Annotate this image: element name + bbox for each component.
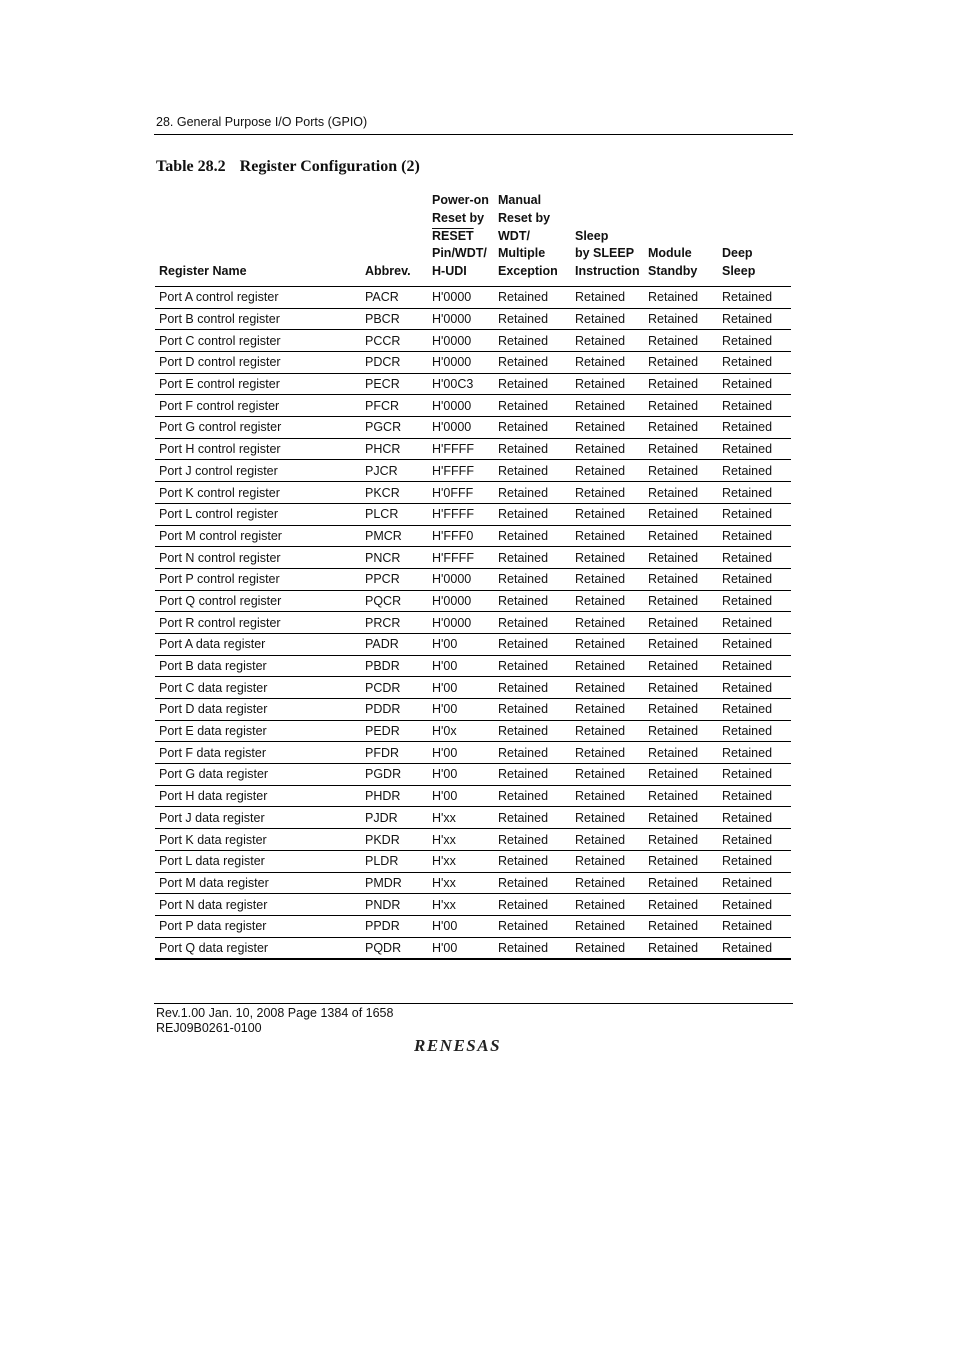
cell-sleep: Retained (571, 720, 644, 742)
cell-power-on-reset: H'xx (428, 872, 494, 894)
cell-power-on-reset: H'00 (428, 677, 494, 699)
cell-abbrev: PNDR (361, 894, 428, 916)
cell-register-name: Port E control register (155, 373, 361, 395)
cell-power-on-reset: H'FFF0 (428, 525, 494, 547)
cell-sleep: Retained (571, 286, 644, 308)
cell-deep-sleep: Retained (718, 894, 791, 916)
cell-power-on-reset: H'0000 (428, 417, 494, 439)
cell-module-standby: Retained (644, 937, 718, 959)
cell-manual-reset: Retained (494, 655, 571, 677)
cell-module-standby: Retained (644, 807, 718, 829)
cell-sleep: Retained (571, 612, 644, 634)
header-rule (154, 134, 793, 135)
cell-register-name: Port N control register (155, 547, 361, 569)
cell-register-name: Port H control register (155, 438, 361, 460)
table-row (155, 568, 791, 590)
cell-sleep: Retained (571, 590, 644, 612)
table-row (155, 720, 791, 742)
cell-power-on-reset: H'FFFF (428, 438, 494, 460)
cell-sleep: Retained (571, 330, 644, 352)
cell-deep-sleep: Retained (718, 742, 791, 764)
cell-manual-reset: Retained (494, 308, 571, 330)
cell-register-name: Port J data register (155, 807, 361, 829)
cell-register-name: Port A data register (155, 633, 361, 655)
cell-module-standby: Retained (644, 568, 718, 590)
cell-deep-sleep: Retained (718, 352, 791, 374)
cell-sleep: Retained (571, 633, 644, 655)
cell-manual-reset: Retained (494, 373, 571, 395)
cell-sleep: Retained (571, 655, 644, 677)
cell-manual-reset: Retained (494, 525, 571, 547)
cell-abbrev: PPCR (361, 568, 428, 590)
cell-deep-sleep: Retained (718, 937, 791, 959)
cell-sleep: Retained (571, 482, 644, 504)
cell-sleep: Retained (571, 807, 644, 829)
cell-module-standby: Retained (644, 894, 718, 916)
table-row (155, 395, 791, 417)
cell-abbrev: PEDR (361, 720, 428, 742)
register-table (155, 192, 791, 960)
cell-manual-reset: Retained (494, 395, 571, 417)
cell-abbrev: PCDR (361, 677, 428, 699)
table-row (155, 894, 791, 916)
cell-power-on-reset: H'xx (428, 807, 494, 829)
cell-register-name: Port K data register (155, 829, 361, 851)
cell-manual-reset: Retained (494, 417, 571, 439)
col-deep-sleep: Deep Sleep (718, 192, 791, 286)
table-caption (156, 158, 420, 176)
cell-register-name: Port B data register (155, 655, 361, 677)
cell-power-on-reset: H'0000 (428, 568, 494, 590)
cell-deep-sleep: Retained (718, 807, 791, 829)
table-body (155, 286, 791, 959)
cell-power-on-reset: H'00 (428, 655, 494, 677)
cell-sleep: Retained (571, 699, 644, 721)
table-row (155, 937, 791, 959)
cell-sleep: Retained (571, 417, 644, 439)
table-row (155, 655, 791, 677)
cell-sleep: Retained (571, 894, 644, 916)
cell-deep-sleep: Retained (718, 460, 791, 482)
table-row (155, 352, 791, 374)
cell-manual-reset: Retained (494, 503, 571, 525)
cell-manual-reset: Retained (494, 915, 571, 937)
cell-abbrev: PKDR (361, 829, 428, 851)
table-row (155, 915, 791, 937)
cell-manual-reset: Retained (494, 330, 571, 352)
cell-abbrev: PHDR (361, 785, 428, 807)
cell-module-standby: Retained (644, 352, 718, 374)
cell-sleep: Retained (571, 677, 644, 699)
table-row (155, 850, 791, 872)
cell-module-standby: Retained (644, 482, 718, 504)
cell-sleep: Retained (571, 352, 644, 374)
cell-power-on-reset: H'00 (428, 699, 494, 721)
cell-deep-sleep: Retained (718, 915, 791, 937)
cell-manual-reset: Retained (494, 699, 571, 721)
table-row (155, 785, 791, 807)
cell-register-name: Port P data register (155, 915, 361, 937)
cell-deep-sleep: Retained (718, 720, 791, 742)
cell-power-on-reset: H'0000 (428, 612, 494, 634)
col-power-on-reset: Power-on Reset by RESET Pin/WDT/ H-UDI (428, 192, 494, 286)
cell-sleep: Retained (571, 742, 644, 764)
cell-module-standby: Retained (644, 872, 718, 894)
cell-module-standby: Retained (644, 764, 718, 786)
cell-power-on-reset: H'0000 (428, 330, 494, 352)
cell-sleep: Retained (571, 525, 644, 547)
table-row (155, 829, 791, 851)
table-row (155, 525, 791, 547)
cell-deep-sleep: Retained (718, 764, 791, 786)
running-header: 28. General Purpose I/O Ports (GPIO) (156, 115, 368, 129)
cell-power-on-reset: H'FFFF (428, 460, 494, 482)
cell-deep-sleep: Retained (718, 308, 791, 330)
cell-abbrev: PQCR (361, 590, 428, 612)
cell-deep-sleep: Retained (718, 503, 791, 525)
cell-register-name: Port M data register (155, 872, 361, 894)
cell-abbrev: PMCR (361, 525, 428, 547)
cell-sleep: Retained (571, 460, 644, 482)
cell-module-standby: Retained (644, 850, 718, 872)
cell-abbrev: PCCR (361, 330, 428, 352)
cell-deep-sleep: Retained (718, 872, 791, 894)
cell-sleep: Retained (571, 785, 644, 807)
cell-abbrev: PDDR (361, 699, 428, 721)
cell-abbrev: PJDR (361, 807, 428, 829)
cell-power-on-reset: H'0000 (428, 308, 494, 330)
cell-manual-reset: Retained (494, 785, 571, 807)
cell-register-name: Port C control register (155, 330, 361, 352)
table-row (155, 872, 791, 894)
cell-manual-reset: Retained (494, 720, 571, 742)
document-number: REJ09B0261-0100 (156, 1021, 262, 1035)
cell-manual-reset: Retained (494, 460, 571, 482)
cell-power-on-reset: H'00 (428, 742, 494, 764)
cell-deep-sleep: Retained (718, 438, 791, 460)
cell-abbrev: PKCR (361, 482, 428, 504)
cell-register-name: Port L data register (155, 850, 361, 872)
cell-register-name: Port A control register (155, 286, 361, 308)
cell-module-standby: Retained (644, 720, 718, 742)
cell-power-on-reset: H'xx (428, 850, 494, 872)
cell-deep-sleep: Retained (718, 286, 791, 308)
cell-module-standby: Retained (644, 308, 718, 330)
cell-register-name: Port Q control register (155, 590, 361, 612)
cell-abbrev: PLCR (361, 503, 428, 525)
cell-deep-sleep: Retained (718, 482, 791, 504)
cell-manual-reset: Retained (494, 872, 571, 894)
col-register-name: Register Name (155, 192, 361, 286)
cell-abbrev: PMDR (361, 872, 428, 894)
col-module-standby: Module Standby (644, 192, 718, 286)
table-row (155, 438, 791, 460)
table-row (155, 308, 791, 330)
cell-abbrev: PDCR (361, 352, 428, 374)
table-row (155, 677, 791, 699)
cell-abbrev: PFDR (361, 742, 428, 764)
cell-abbrev: PHCR (361, 438, 428, 460)
col-manual-reset: Manual Reset by WDT/ Multiple Exception (494, 192, 571, 286)
cell-abbrev: PNCR (361, 547, 428, 569)
cell-deep-sleep: Retained (718, 677, 791, 699)
table-row (155, 373, 791, 395)
cell-register-name: Port R control register (155, 612, 361, 634)
cell-sleep: Retained (571, 503, 644, 525)
cell-deep-sleep: Retained (718, 829, 791, 851)
cell-power-on-reset: H'00 (428, 764, 494, 786)
cell-abbrev: PGDR (361, 764, 428, 786)
cell-manual-reset: Retained (494, 742, 571, 764)
cell-module-standby: Retained (644, 915, 718, 937)
cell-deep-sleep: Retained (718, 655, 791, 677)
cell-sleep: Retained (571, 850, 644, 872)
cell-deep-sleep: Retained (718, 417, 791, 439)
cell-sleep: Retained (571, 373, 644, 395)
cell-power-on-reset: H'xx (428, 894, 494, 916)
cell-register-name: Port K control register (155, 482, 361, 504)
cell-deep-sleep: Retained (718, 850, 791, 872)
cell-module-standby: Retained (644, 829, 718, 851)
cell-power-on-reset: H'00 (428, 937, 494, 959)
cell-manual-reset: Retained (494, 850, 571, 872)
cell-manual-reset: Retained (494, 352, 571, 374)
cell-power-on-reset: H'0000 (428, 352, 494, 374)
cell-module-standby: Retained (644, 742, 718, 764)
cell-manual-reset: Retained (494, 937, 571, 959)
cell-register-name: Port F data register (155, 742, 361, 764)
cell-sleep: Retained (571, 829, 644, 851)
table-row (155, 633, 791, 655)
cell-manual-reset: Retained (494, 547, 571, 569)
cell-abbrev: PACR (361, 286, 428, 308)
table-title: Register Configuration (2) (239, 158, 420, 175)
cell-abbrev: PGCR (361, 417, 428, 439)
table-row (155, 742, 791, 764)
cell-manual-reset: Retained (494, 286, 571, 308)
cell-manual-reset: Retained (494, 894, 571, 916)
cell-sleep: Retained (571, 915, 644, 937)
cell-manual-reset: Retained (494, 633, 571, 655)
cell-manual-reset: Retained (494, 677, 571, 699)
table-row (155, 460, 791, 482)
cell-deep-sleep: Retained (718, 525, 791, 547)
cell-register-name: Port D control register (155, 352, 361, 374)
cell-manual-reset: Retained (494, 764, 571, 786)
cell-register-name: Port F control register (155, 395, 361, 417)
table-row (155, 417, 791, 439)
cell-manual-reset: Retained (494, 568, 571, 590)
cell-register-name: Port H data register (155, 785, 361, 807)
cell-manual-reset: Retained (494, 612, 571, 634)
cell-module-standby: Retained (644, 785, 718, 807)
footer-rule (154, 1003, 793, 1004)
table-header-row (155, 192, 791, 286)
cell-sleep: Retained (571, 568, 644, 590)
cell-manual-reset: Retained (494, 438, 571, 460)
cell-deep-sleep: Retained (718, 395, 791, 417)
cell-manual-reset: Retained (494, 829, 571, 851)
cell-power-on-reset: H'0000 (428, 395, 494, 417)
cell-power-on-reset: H'00 (428, 633, 494, 655)
renesas-logo: RENESAS (414, 1036, 502, 1055)
cell-deep-sleep: Retained (718, 568, 791, 590)
cell-power-on-reset: H'0x (428, 720, 494, 742)
cell-power-on-reset: H'00 (428, 785, 494, 807)
cell-module-standby: Retained (644, 460, 718, 482)
cell-register-name: Port G data register (155, 764, 361, 786)
cell-module-standby: Retained (644, 330, 718, 352)
cell-power-on-reset: H'FFFF (428, 503, 494, 525)
table-row (155, 547, 791, 569)
cell-power-on-reset: H'0000 (428, 590, 494, 612)
cell-deep-sleep: Retained (718, 373, 791, 395)
cell-module-standby: Retained (644, 503, 718, 525)
cell-sleep: Retained (571, 395, 644, 417)
cell-abbrev: PBCR (361, 308, 428, 330)
cell-power-on-reset: H'00C3 (428, 373, 494, 395)
cell-deep-sleep: Retained (718, 612, 791, 634)
table-row (155, 612, 791, 634)
cell-register-name: Port B control register (155, 308, 361, 330)
cell-sleep: Retained (571, 308, 644, 330)
cell-power-on-reset: H'00 (428, 915, 494, 937)
cell-register-name: Port D data register (155, 699, 361, 721)
cell-abbrev: PFCR (361, 395, 428, 417)
cell-sleep: Retained (571, 764, 644, 786)
table-row (155, 590, 791, 612)
revision-info: Rev.1.00 Jan. 10, 2008 Page 1384 of 1658 (156, 1006, 394, 1020)
cell-module-standby: Retained (644, 373, 718, 395)
table-row (155, 699, 791, 721)
cell-sleep: Retained (571, 937, 644, 959)
cell-abbrev: PQDR (361, 937, 428, 959)
cell-register-name: Port M control register (155, 525, 361, 547)
cell-deep-sleep: Retained (718, 590, 791, 612)
cell-abbrev: PBDR (361, 655, 428, 677)
cell-register-name: Port P control register (155, 568, 361, 590)
cell-abbrev: PECR (361, 373, 428, 395)
cell-abbrev: PJCR (361, 460, 428, 482)
cell-sleep: Retained (571, 547, 644, 569)
cell-deep-sleep: Retained (718, 785, 791, 807)
cell-abbrev: PADR (361, 633, 428, 655)
cell-manual-reset: Retained (494, 590, 571, 612)
cell-module-standby: Retained (644, 525, 718, 547)
cell-module-standby: Retained (644, 590, 718, 612)
cell-power-on-reset: H'0000 (428, 286, 494, 308)
cell-module-standby: Retained (644, 438, 718, 460)
cell-manual-reset: Retained (494, 482, 571, 504)
cell-abbrev: PLDR (361, 850, 428, 872)
col-sleep: Sleep by SLEEP Instruction (571, 192, 644, 286)
table-row (155, 286, 791, 308)
cell-module-standby: Retained (644, 395, 718, 417)
cell-module-standby: Retained (644, 547, 718, 569)
cell-abbrev: PPDR (361, 915, 428, 937)
cell-module-standby: Retained (644, 655, 718, 677)
table-row (155, 330, 791, 352)
cell-sleep: Retained (571, 438, 644, 460)
cell-register-name: Port G control register (155, 417, 361, 439)
cell-deep-sleep: Retained (718, 330, 791, 352)
cell-abbrev: PRCR (361, 612, 428, 634)
cell-module-standby: Retained (644, 417, 718, 439)
table-number: Table 28.2 (156, 158, 226, 175)
cell-register-name: Port E data register (155, 720, 361, 742)
cell-sleep: Retained (571, 872, 644, 894)
cell-power-on-reset: H'0FFF (428, 482, 494, 504)
table-row (155, 807, 791, 829)
cell-module-standby: Retained (644, 633, 718, 655)
cell-register-name: Port L control register (155, 503, 361, 525)
cell-module-standby: Retained (644, 286, 718, 308)
cell-deep-sleep: Retained (718, 633, 791, 655)
cell-module-standby: Retained (644, 699, 718, 721)
table-row (155, 503, 791, 525)
col-abbrev: Abbrev. (361, 192, 428, 286)
cell-register-name: Port C data register (155, 677, 361, 699)
cell-register-name: Port N data register (155, 894, 361, 916)
cell-manual-reset: Retained (494, 807, 571, 829)
cell-register-name: Port J control register (155, 460, 361, 482)
cell-deep-sleep: Retained (718, 547, 791, 569)
cell-register-name: Port Q data register (155, 937, 361, 959)
cell-power-on-reset: H'xx (428, 829, 494, 851)
cell-module-standby: Retained (644, 677, 718, 699)
cell-power-on-reset: H'FFFF (428, 547, 494, 569)
table-row (155, 764, 791, 786)
cell-deep-sleep: Retained (718, 699, 791, 721)
cell-module-standby: Retained (644, 612, 718, 634)
table-row (155, 482, 791, 504)
